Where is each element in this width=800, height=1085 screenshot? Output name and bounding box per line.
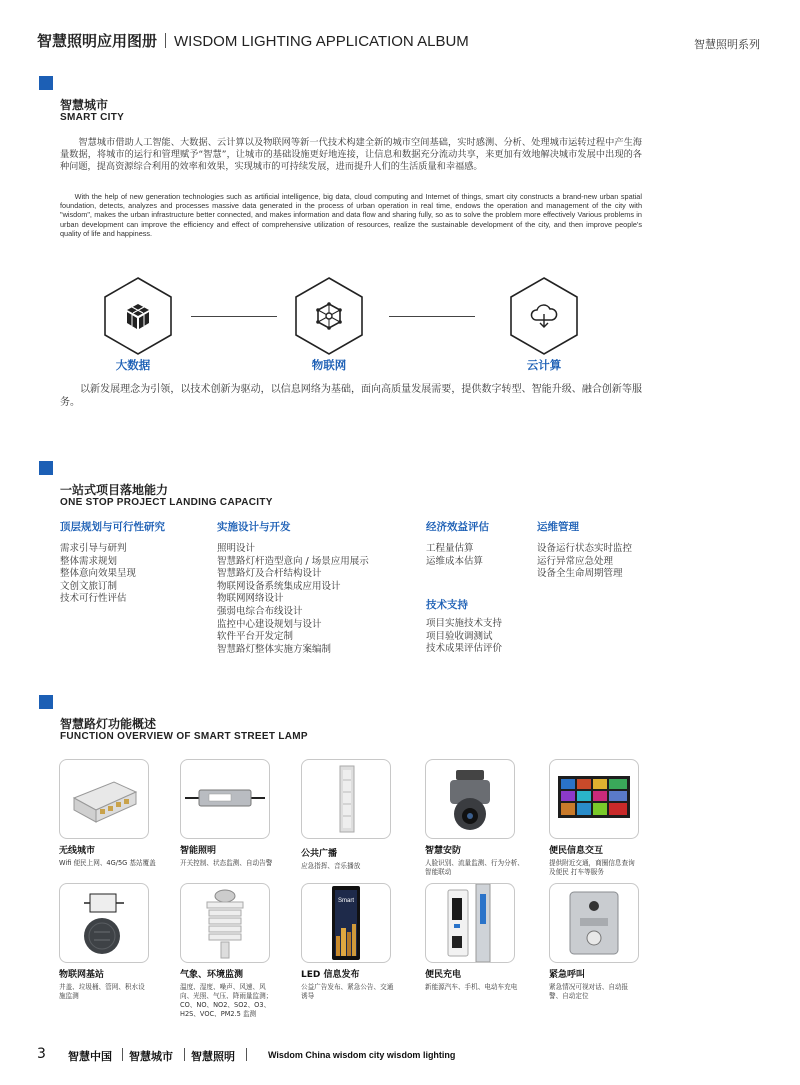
card-title: 无线城市	[59, 846, 96, 856]
card-description: 应急指挥、音乐播放	[301, 862, 361, 870]
title-divider	[165, 33, 166, 48]
cloud-icon	[528, 300, 560, 332]
wireless-box-icon	[60, 760, 148, 838]
page-title	[37, 30, 469, 51]
card-charging	[425, 883, 515, 963]
column-list	[426, 543, 489, 568]
node-label-big-data: 大数据	[115, 358, 151, 372]
card-caption-charging	[425, 967, 525, 992]
card-description: 紧急情况可视对话、自动报警、自动定位	[549, 983, 629, 1000]
list-item: 项目验收调测试	[426, 630, 493, 642]
footer-tag: 智慧城市	[129, 1050, 173, 1063]
charger-icon	[426, 884, 514, 962]
footer-divider	[184, 1048, 185, 1061]
card-wireless-city	[59, 759, 149, 839]
column-heading: 技术支持	[426, 599, 468, 611]
column-heading: 运维管理	[537, 521, 579, 533]
card-title: 公共广播	[301, 849, 338, 859]
card-smart-lighting	[180, 759, 270, 839]
card-caption-emergency-call	[549, 967, 641, 1001]
footer-slogan: Wisdom China wisdom city wisdom lighting	[268, 1050, 456, 1060]
card-description: 开关控制、状态监测、自动告警	[180, 859, 273, 867]
footer-tag: 智慧中国	[68, 1050, 112, 1063]
list-item: 工程量估算	[426, 543, 474, 554]
weather-station-icon	[181, 884, 269, 962]
card-emergency-call	[549, 883, 639, 963]
connector-line	[389, 316, 475, 317]
connector-line	[191, 316, 277, 317]
emergency-call-icon	[550, 884, 638, 962]
card-smart-security	[425, 759, 515, 839]
title-cn: 智慧照明应用图册	[37, 32, 158, 50]
list-item: 监控中心建设规划与设计	[217, 618, 322, 630]
card-description: 新能源汽车、手机、电动车充电	[425, 983, 518, 991]
section-title-cn: 智慧路灯功能概述	[60, 717, 157, 731]
card-caption-smart-lighting	[180, 843, 280, 868]
list-item: 智慧路灯及合杆结构设计	[217, 568, 322, 580]
column-operations	[537, 519, 632, 581]
card-title: 紧急呼叫	[549, 970, 586, 980]
card-description: 提供附近交通，商圈信息查询及便民 打车等服务	[549, 859, 635, 876]
list-item: 物联网设备系统集成应用设计	[217, 580, 341, 592]
speaker-column-icon	[302, 760, 390, 838]
column-economics	[426, 519, 489, 568]
card-weather-monitoring	[180, 883, 270, 963]
footer-divider	[122, 1048, 123, 1061]
list-item: 文创文旅订制	[60, 580, 118, 592]
led-driver-icon	[181, 760, 269, 838]
node-label-cloud: 云计算	[526, 358, 562, 372]
intro-paragraph-cn: 智慧城市借助人工智能、大数据、云计算以及物联网等新一代技术构建全新的城市空间基础，实时感测、分析、处理城市运转过程中产生海量数据，将城市的运行和管理赋予“智慧”，让城市的基础设施更好地连接，让信息和数据充分流动共享，来更加有效地解决城市发展中出现的各种问题，提高资源综合利用的效率和效果，实现城市的可持续发展，进而提升人们的生活质量和幸福感。	[60, 137, 642, 172]
card-description: 公益广告发布、紧急公告、交通诱导	[301, 983, 394, 1000]
list-item: 软件平台开发定制	[217, 631, 294, 643]
column-list	[426, 618, 502, 656]
page-number: 3	[37, 1046, 46, 1062]
node-big-data	[98, 276, 178, 360]
info-screen-icon	[550, 760, 638, 838]
card-title: 物联网基站	[59, 970, 105, 980]
node-iot	[289, 276, 369, 360]
list-item: 设备运行状态实时监控	[537, 543, 633, 554]
section-title-en: FUNCTION OVERVIEW OF SMART STREET LAMP	[60, 731, 308, 742]
card-caption-weather-monitoring	[180, 967, 278, 1019]
card-description: 人脸识别、流量监测、行为分析、智能联动	[425, 859, 524, 876]
node-cloud	[504, 276, 584, 360]
list-item: 项目实施技术支持	[426, 618, 503, 629]
card-public-broadcast	[301, 759, 391, 839]
iot-station-icon	[60, 884, 148, 962]
card-caption-smart-security	[425, 843, 525, 877]
column-heading: 经济效益评估	[426, 521, 489, 533]
card-description: Wifi 便民上网、4G/5G 基站覆盖	[59, 859, 156, 867]
list-item: 整体意向效果呈现	[60, 568, 137, 580]
column-list	[217, 543, 369, 656]
card-title: 智慧安防	[425, 846, 462, 856]
list-item: 照明设计	[217, 543, 256, 554]
card-title: 便民充电	[425, 970, 462, 980]
card-iot-station	[59, 883, 149, 963]
section-marker	[39, 695, 53, 709]
section-title-cn: 智慧城市	[60, 98, 109, 112]
list-item: 智慧路灯杆造型意向 / 场景应用展示	[217, 555, 369, 567]
card-title: 智能照明	[180, 846, 217, 856]
section-title-en: ONE STOP PROJECT LANDING CAPACITY	[60, 497, 273, 508]
summary-paragraph: 以新发展理念为引领，以技术创新为驱动，以信息网络为基础，面向高质量发展需要，提供数字转型、智能升级、融合创新等服务。	[60, 384, 642, 408]
list-item: 技术成果评估评价	[426, 643, 503, 655]
card-caption-wireless-city	[59, 843, 159, 868]
section-marker	[39, 461, 53, 475]
column-heading: 顶层规划与可行性研究	[60, 521, 165, 533]
ptz-camera-icon	[426, 760, 514, 838]
card-title: LED 信息发布	[301, 970, 360, 980]
card-description: 井盖、垃圾桶、管网、积水设施监测	[59, 983, 145, 1000]
card-caption-led-info	[301, 967, 395, 1001]
card-led-info	[301, 883, 391, 963]
column-heading: 实施设计与开发	[217, 521, 291, 533]
card-caption-info-interaction	[549, 843, 639, 877]
intro-paragraph-en: With the help of new generation technologies such as artificial intelligence, big data, cloud computing and Internet of things, smart city constructs a brand-new urban spatial foundation, detects, analyzes and processes massive data generated in the process of urban operation in real time, endows the operation and management of the city with "wisdom", makes the urban infrastructure better connected, and makes information and data flow and sharing fully, so as to solve the problem more effectively Various problems in urban development can improve the efficiency and effect of comprehensive utilization of resources, realize the sustainable development of the city, and then improve people's quality of life and happiness.	[60, 192, 642, 238]
list-item: 设备全生命周期管理	[537, 568, 623, 580]
cube-icon	[123, 301, 153, 331]
list-item: 运行异常应急处理	[537, 555, 614, 567]
led-display-icon	[302, 884, 390, 962]
card-caption-iot-station	[59, 967, 151, 1001]
list-item: 整体需求规划	[60, 555, 118, 567]
column-tech-support	[426, 597, 502, 656]
card-title: 便民信息交互	[549, 846, 604, 856]
card-description: 温度、湿度、噪声、风速、风向、光照、气压、降雨量监测；CO、NO、NO2、SO2、O3、H2S、VOC、PM2.5 监测	[180, 983, 273, 1018]
node-label-iot: 物联网	[311, 358, 347, 372]
card-caption-public-broadcast	[301, 846, 401, 871]
series-label: 智慧照明系列	[694, 38, 760, 51]
list-item: 强弱电综合布线设计	[217, 605, 303, 617]
list-item: 运维成本估算	[426, 555, 484, 567]
footer-tag: 智慧照明	[191, 1050, 235, 1063]
section-title-en: SMART CITY	[60, 112, 125, 123]
footer-divider	[246, 1048, 247, 1061]
section-title-cn: 一站式项目落地能力	[60, 483, 169, 497]
list-item: 技术可行性评估	[60, 593, 127, 605]
card-title: 气象、环境监测	[180, 970, 244, 980]
screen-text: Smart	[338, 898, 355, 904]
section-marker	[39, 76, 53, 90]
list-item: 智慧路灯整体实施方案编制	[217, 643, 332, 655]
list-item: 物联网网络设计	[217, 593, 284, 605]
card-info-interaction	[549, 759, 639, 839]
title-en: WISDOM LIGHTING APPLICATION ALBUM	[174, 33, 469, 50]
column-list	[537, 543, 632, 581]
column-list	[60, 543, 165, 606]
column-planning	[60, 519, 165, 606]
list-item: 需求引导与研判	[60, 543, 127, 554]
network-icon	[314, 301, 344, 331]
column-design	[217, 519, 369, 656]
